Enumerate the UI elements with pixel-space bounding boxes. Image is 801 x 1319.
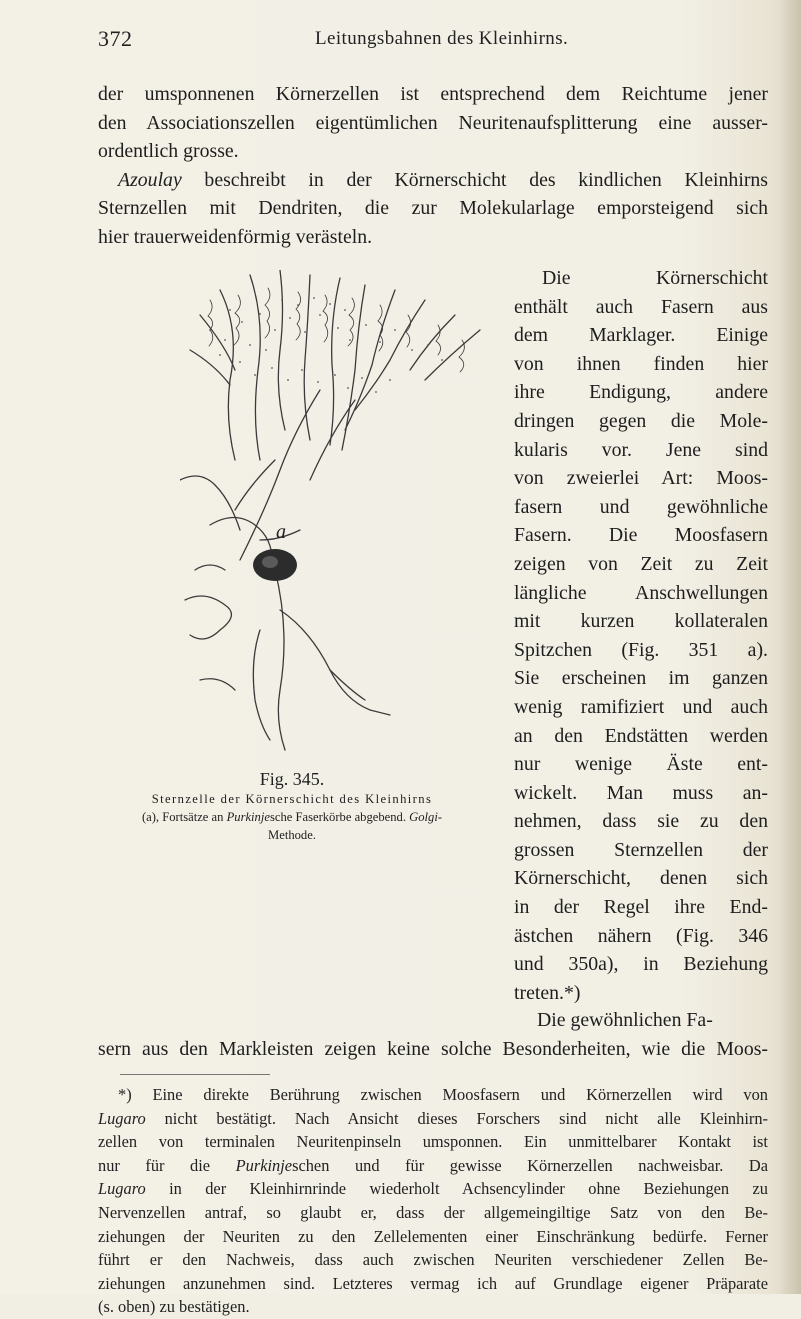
- text-fragment: sche Faserkörbe abgebend.: [269, 810, 410, 824]
- footnote-line: [98, 1177, 768, 1201]
- figure-caption: [98, 768, 486, 844]
- footnote-line: [98, 1154, 768, 1178]
- text-fragment: nicht bestätigt. Nach Ansicht dieses Forschers sind nicht alle Kleinhirn-: [145, 1108, 768, 1128]
- text-line: Spitzchen (Fig. 351 a).: [514, 638, 768, 661]
- paragraph-top: [98, 80, 768, 252]
- text-line: dem Marklager. Einige: [514, 324, 768, 347]
- text-line: nur wenige Äste ent-: [514, 753, 768, 776]
- method-name: Golgi-: [409, 810, 443, 824]
- text-line: grossen Sternzellen der: [514, 838, 768, 861]
- footnote-line: ziehungen anzunehmen sind. Letzteres vermag ich auf Grundlage eigener Präparate: [98, 1273, 768, 1293]
- text-line: längliche Anschwellungen: [514, 581, 768, 604]
- footnote-line: (s. oben) zu bestätigen.: [98, 1297, 250, 1317]
- running-head: Leitungsbahnen des Kleinhirns.: [315, 28, 569, 49]
- text-line: enthält auch Fasern aus: [514, 295, 768, 318]
- text-line: an den Endstätten werden: [514, 724, 768, 747]
- text-line: ordentlich grosse.: [98, 140, 239, 163]
- figure-label: Fig. 345.: [259, 769, 325, 789]
- text-fragment: in der Kleinhirnrinde wiederholt Achsencylinder ohne Beziehungen zu: [145, 1179, 768, 1199]
- text-line: und 350a), in Beziehung: [514, 953, 768, 976]
- text-line: von ihnen finden hier: [514, 352, 768, 375]
- text-fragment: (a), Fortsätze an: [141, 810, 227, 824]
- page-number: 372: [98, 26, 133, 51]
- footnote-line: *) Eine direkte Berührung zwischen Moosfasern und Körnerzellen wird von: [118, 1085, 768, 1104]
- text-line: treten.*): [514, 981, 581, 1004]
- dendrite-branches: [180, 270, 480, 750]
- caption-line: Sternzelle der Körnerschicht des Kleinhirns: [151, 792, 433, 806]
- author-name: Lugaro: [98, 1179, 146, 1199]
- author-name: Purkinje: [226, 810, 270, 824]
- text-line: nehmen, dass sie zu den: [514, 810, 768, 833]
- text-line: wickelt. Man muss an-: [514, 781, 768, 804]
- text-fragment: nur für die: [98, 1155, 236, 1175]
- author-name: Azoulay: [118, 168, 182, 191]
- text-line: fasern und gewöhnliche: [514, 495, 768, 518]
- text-line: zeigen von Zeit zu Zeit: [514, 552, 768, 575]
- stippling: [209, 297, 443, 393]
- text-line: den Associationszellen eigentümlichen Neuritenaufsplitterung eine ausser-: [98, 111, 768, 134]
- page-header: [98, 26, 758, 66]
- text-line: sern aus den Markleisten zeigen keine solche Besonderheiten, wie die Moos-: [98, 1037, 768, 1060]
- text-line: wenig ramifiziert und auch: [514, 695, 768, 718]
- text-line: hier trauerweidenförmig verästeln.: [98, 225, 373, 248]
- text-line: von zweierlei Art: Moos-: [514, 467, 768, 490]
- footnote-rule: [120, 1074, 270, 1075]
- text-fragment: beschreibt in der Körnerschicht des kindlichen Kleinhirns: [181, 168, 768, 191]
- text-line: Sie erscheinen im ganzen: [514, 667, 768, 690]
- footnote-line: Nervenzellen antraf, so glaubt er, dass der allgemeingiltige Satz von den Be-: [98, 1202, 768, 1222]
- text-line: mit kurzen kollateralen: [514, 610, 768, 633]
- figure-illustration: [180, 270, 520, 760]
- page-edge-shadow: [779, 0, 801, 1294]
- footnote: [98, 1083, 768, 1319]
- text-line: dringen gegen die Mole-: [514, 409, 768, 432]
- text-line: ihre Endigung, andere: [514, 381, 768, 404]
- text-line: in der Regel ihre End-: [514, 896, 768, 919]
- text-line: Fasern. Die Moosfasern: [514, 524, 768, 547]
- star-cell-drawing: [180, 270, 520, 760]
- footnote-line: [98, 1107, 768, 1131]
- footnote-line: ziehungen der Neuriten zu den Zellelementen einer Einschränkung bedürfe. Ferner: [98, 1226, 768, 1246]
- author-name: Lugaro: [98, 1108, 146, 1128]
- author-name: Purkinje: [235, 1155, 293, 1175]
- caption-line: Methode.: [268, 828, 316, 842]
- text-line: [98, 166, 768, 195]
- paragraph-bottom: [98, 1006, 768, 1063]
- text-line: Sternzellen mit Dendriten, die zur Molekularlage emporsteigend sich: [98, 197, 768, 220]
- cell-body: [253, 549, 297, 581]
- text-line: Die gewöhnlichen Fa-: [537, 1009, 713, 1031]
- right-column-text: [514, 264, 768, 1007]
- text-line: Die Körnerschicht: [542, 267, 768, 289]
- footnote-line: führt er den Nachweis, dass auch zwischen Neuriten verschiedener Zellen Be-: [98, 1250, 768, 1270]
- text-fragment: schen und für gewisse Körnerzellen nachweisbar. Da: [292, 1155, 769, 1175]
- text-line: der umsponnenen Körnerzellen ist entsprechend dem Reichtume jener: [98, 83, 768, 105]
- figure-marker-a: a: [276, 521, 286, 543]
- text-line: Körnerschicht, denen sich: [514, 867, 768, 890]
- footnote-line: zellen von terminalen Neuritenpinseln umsponnen. Ein unmittelbarer Kontakt ist: [98, 1132, 768, 1152]
- text-line: kularis vor. Jene sind: [514, 438, 768, 461]
- text-line: ästchen nähern (Fig. 346: [514, 924, 768, 947]
- caption-line: [98, 808, 486, 826]
